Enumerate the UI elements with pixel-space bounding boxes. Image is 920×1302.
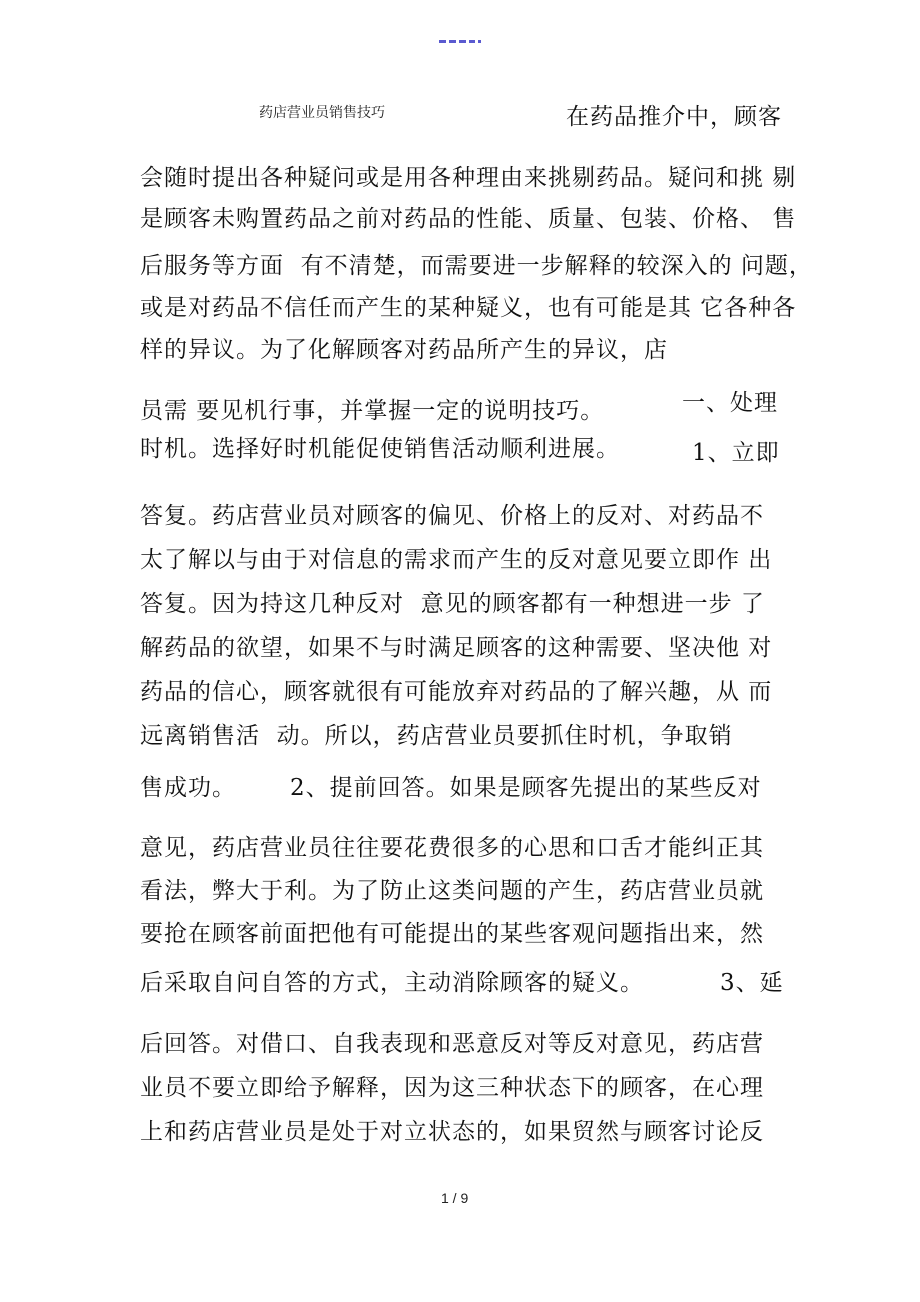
body-line: 解药品的欲望，如果不与时满足顾客的这种需要、坚决他 对 — [140, 635, 773, 661]
body-line: 时机。选择好时机能促使销售活动顺利进展。 — [140, 436, 620, 462]
body-line: 意见，药店营业员往往要花费很多的心思和口舌才能纠正其 — [140, 835, 764, 861]
body-line: 后采取自问自答的方式，主动消除顾客的疑义。 — [140, 970, 644, 996]
body-line: 样的异议。为了化解顾客对药品所产生的异议，店 — [140, 337, 668, 363]
header-dash — [459, 40, 466, 43]
body-line: 售成功。 — [140, 775, 236, 801]
body-line: 看法，弊大于利。为了防止这类问题的产生，药店营业员就 — [140, 878, 764, 904]
header-dash — [449, 40, 456, 43]
body-line: 会随时提出各种疑问或是用各种理由来挑剔药品。疑问和挑 剔 — [140, 165, 797, 191]
body-line: 太了解以与由于对信息的需求而产生的反对意见要立即作 出 — [140, 547, 773, 573]
body-line: 远离销售活 动。所以，药店营业员要抓住时机，争取销 — [140, 723, 733, 749]
header-dash — [469, 40, 476, 43]
body-line: 是顾客未购置药品之前对药品的性能、质量、包装、价格、 售 — [140, 206, 797, 232]
document-title: 药店营业员销售技巧 — [259, 105, 385, 121]
subsection-heading: 3、延 — [720, 970, 784, 996]
header-dash — [439, 40, 446, 43]
subsection-heading: 2、提前回答。如果是顾客先提出的某些反对 — [290, 775, 762, 801]
body-line: 在药品推介中，顾客 — [566, 104, 782, 130]
body-line: 答复。药店营业员对顾客的偏见、价格上的反对、对药品不 — [140, 503, 764, 529]
subsection-heading: 1、立即 — [692, 440, 780, 466]
body-line: 后回答。对借口、自我表现和恶意反对等反对意见，药店营 — [140, 1031, 764, 1057]
header-decoration — [439, 40, 481, 44]
body-line: 答复。因为持这几种反对 意见的顾客都有一种想进一步 了 — [140, 591, 765, 617]
header-dot — [478, 40, 481, 43]
section-heading: 一、处理 — [682, 390, 778, 416]
body-line: 员需 要见机行事，并掌握一定的说明技巧。 — [140, 398, 605, 424]
body-line: 上和药店营业员是处于对立状态的，如果贸然与顾客讨论反 — [140, 1119, 764, 1145]
body-line: 药品的信心，顾客就很有可能放弃对药品的了解兴趣，从 而 — [140, 679, 773, 705]
body-line: 或是对药品不信任而产生的某种疑义，也有可能是其 它各种各 — [140, 295, 797, 321]
body-line: 要抢在顾客前面把他有可能提出的某些客观问题指出来，然 — [140, 921, 764, 947]
body-line: 后服务等方面 有不清楚，而需要进一步解释的较深入的 问题， — [140, 253, 813, 279]
body-line: 业员不要立即给予解释，因为这三种状态下的顾客，在心理 — [140, 1075, 764, 1101]
page-number: 1 / 9 — [441, 1190, 469, 1206]
